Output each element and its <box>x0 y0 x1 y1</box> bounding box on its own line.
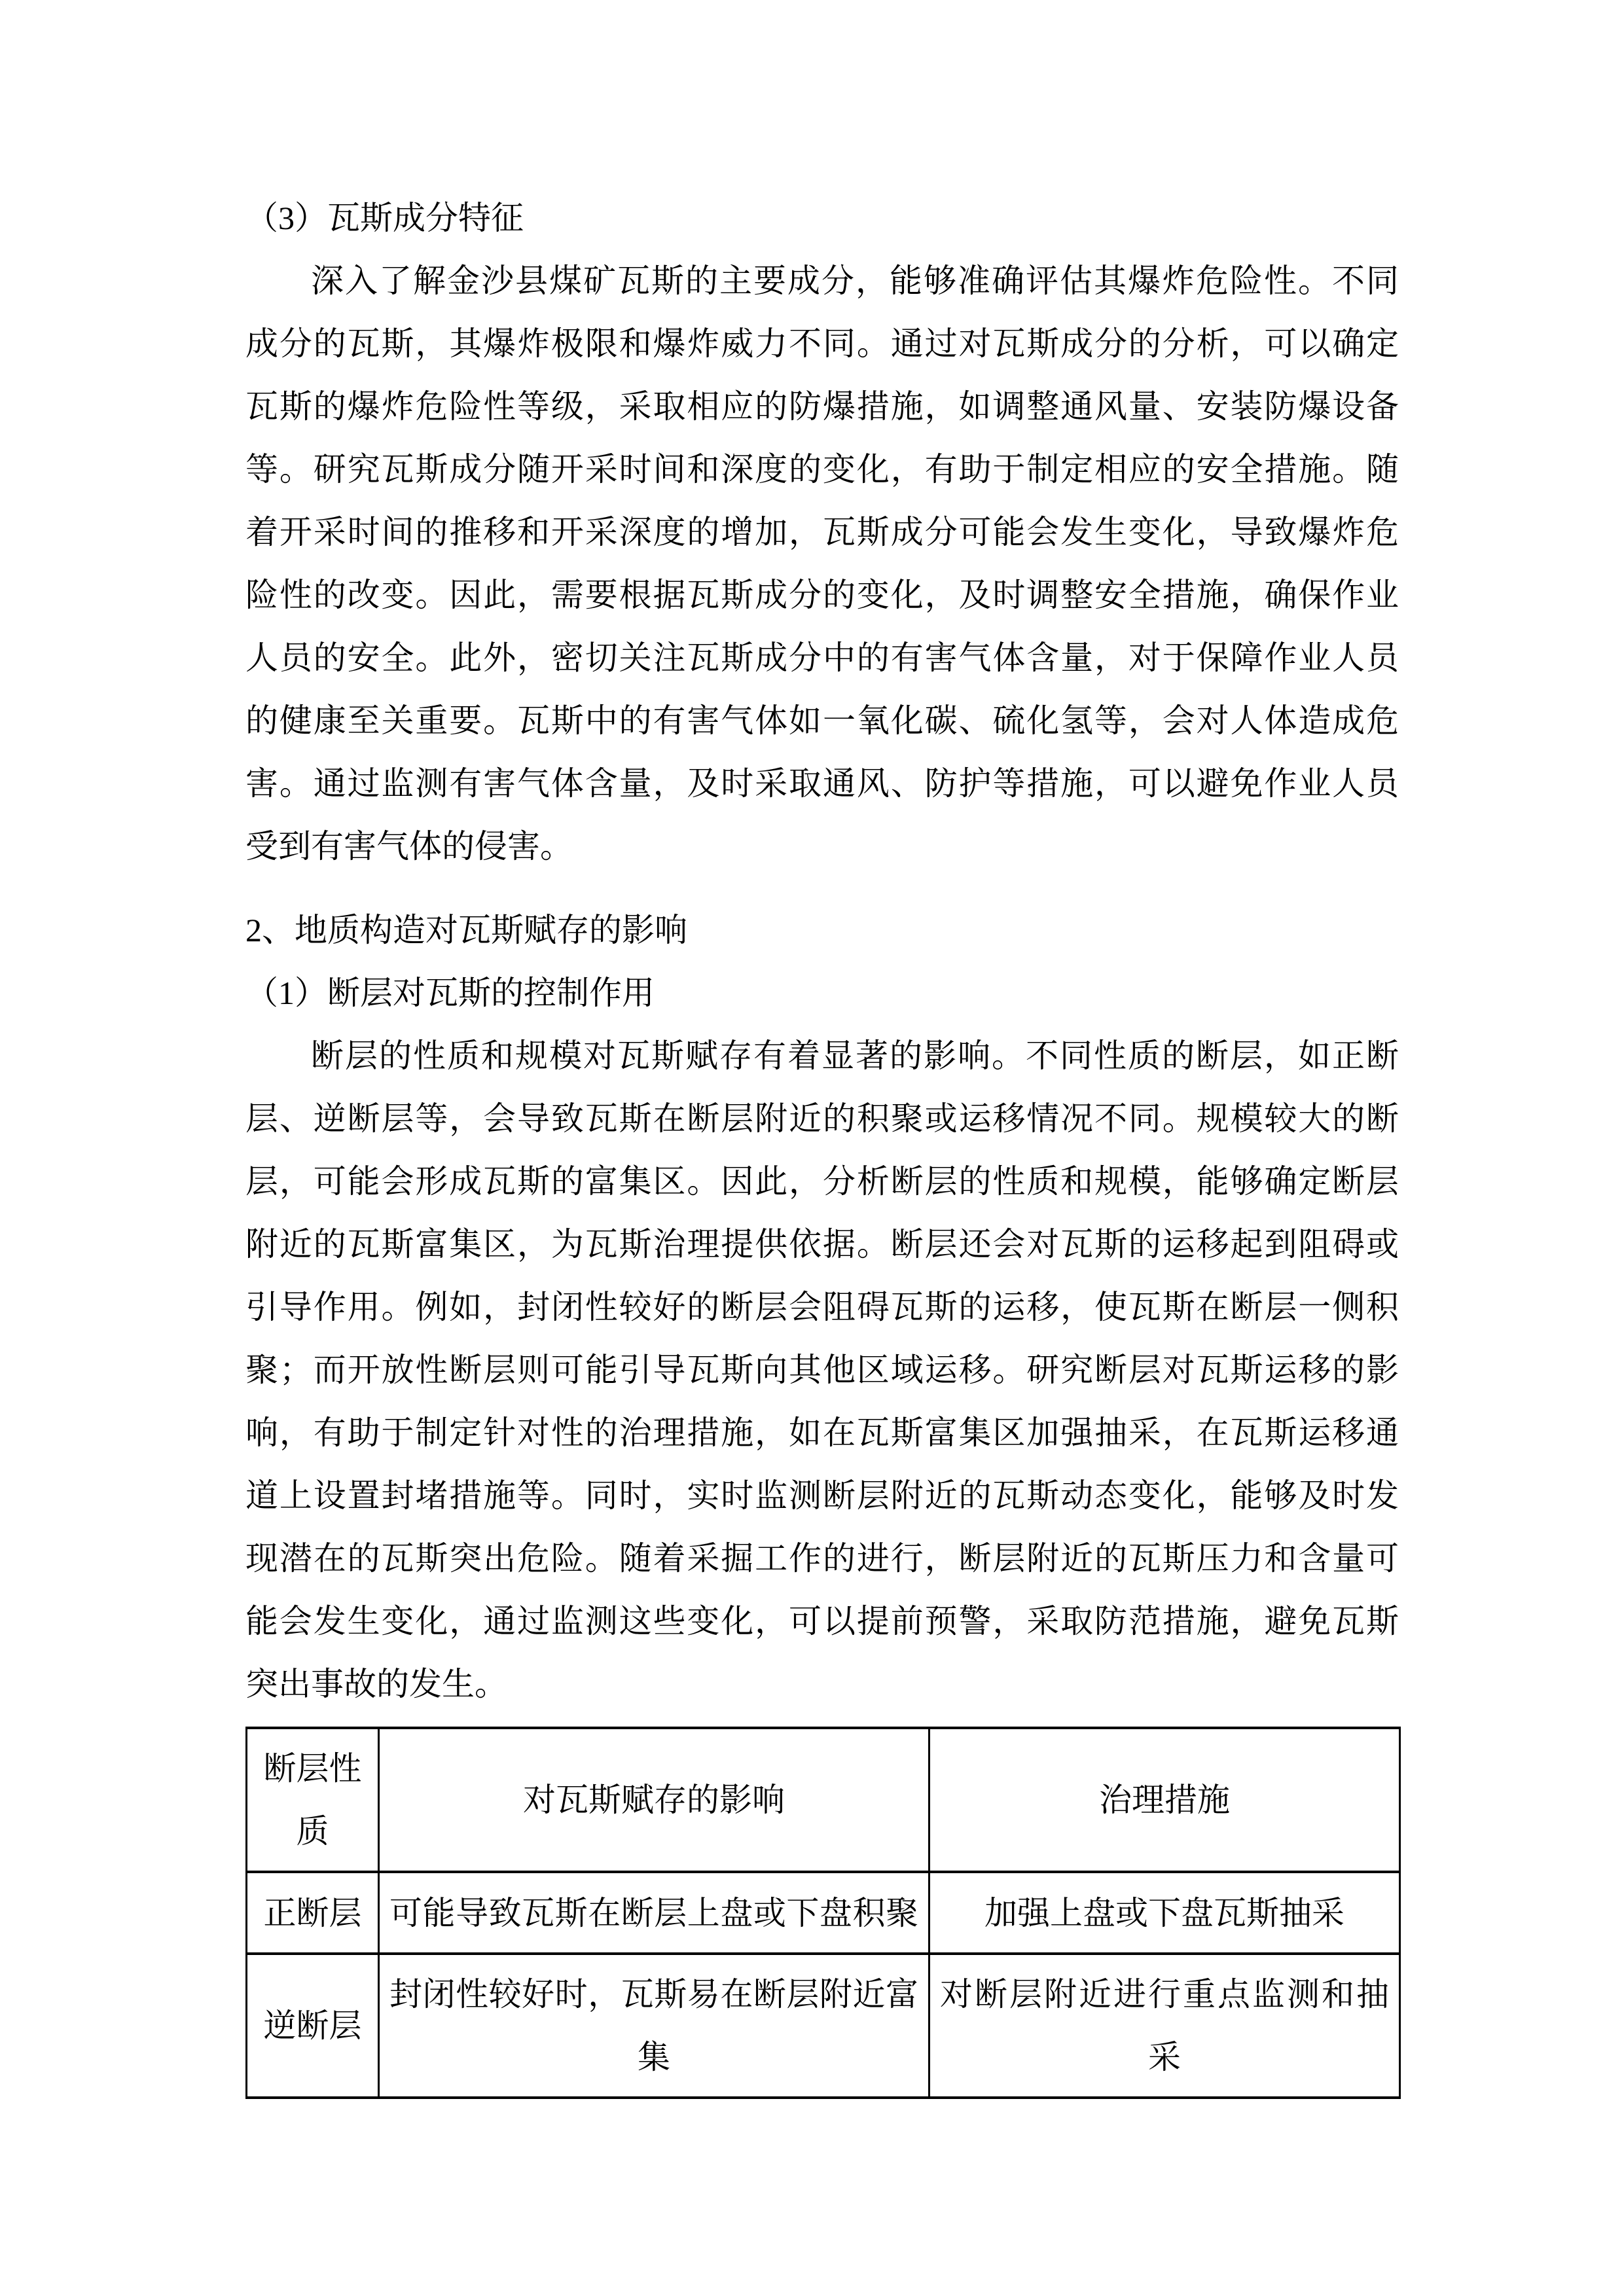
paragraph-fault-control <box>245 1024 1399 1715</box>
body-line: 引导作用。例如，封闭性较好的断层会阻碍瓦斯的运移，使瓦斯在断层一侧积 <box>245 1289 1399 1325</box>
body-line: 瓦斯的爆炸危险性等级，采取相应的防爆措施，如调整通风量、安装防爆设备 <box>245 388 1399 425</box>
body-line: 害。通过监测有害气体含量，及时采取通风、防护等措施，可以避免作业人员 <box>245 765 1399 802</box>
table-cell-fault-type <box>247 1872 379 1954</box>
section-heading-gas-composition: （3）瓦斯成分特征 <box>245 200 524 236</box>
body-line: 现潜在的瓦斯突出危险。随着采掘工作的进行，断层附近的瓦斯压力和含量可 <box>245 1540 1399 1577</box>
body-line: 险性的改变。因此，需要根据瓦斯成分的变化，及时调整安全措施，确保作业 <box>245 577 1399 613</box>
table-cell-measures <box>929 1872 1400 1954</box>
body-line: 着开采时间的推移和开采深度的增加，瓦斯成分可能会发生变化，导致爆炸危 <box>245 514 1399 550</box>
body-line: 人员的安全。此外，密切关注瓦斯成分中的有害气体含量，对于保障作业人员 <box>245 639 1399 676</box>
body-line: 受到有害气体的侵害。 <box>245 828 573 865</box>
table-cell-measures <box>929 1954 1400 2098</box>
body-line: 响，有助于制定针对性的治理措施，如在瓦斯富集区加强抽采，在瓦斯运移通 <box>245 1414 1399 1451</box>
table-cell-text: 对断层附近进行重点监测和抽 <box>940 1976 1389 2013</box>
table-cell-text: 质 <box>296 1813 329 1850</box>
body-line: 聚；而开放性断层则可能引导瓦斯向其他区域运移。研究断层对瓦斯运移的影 <box>245 1352 1399 1388</box>
table-cell-text: 集 <box>638 2039 670 2075</box>
table-cell-text: 可能导致瓦斯在断层上盘或下盘积聚 <box>389 1894 918 1931</box>
table-cell-text: 封闭性较好时，瓦斯易在断层附近富 <box>389 1976 918 2013</box>
section-heading-fault-control: （1）断层对瓦斯的控制作用 <box>245 975 655 1011</box>
table-row-normal-fault <box>247 1872 1400 1954</box>
fault-gas-table <box>245 1727 1401 2099</box>
body-line: 等。研究瓦斯成分随开采时间和深度的变化，有助于制定相应的安全措施。随 <box>245 451 1399 488</box>
table-cell-fault-type <box>247 1954 379 2098</box>
body-line: 断层的性质和规模对瓦斯赋存有着显著的影响。不同性质的断层，如正断 <box>311 1037 1399 1074</box>
section-heading-geologic-structure: 2、地质构造对瓦斯赋存的影响 <box>245 912 687 948</box>
body-line: 附近的瓦斯富集区，为瓦斯治理提供依据。断层还会对瓦斯的运移起到阻碍或 <box>245 1226 1399 1263</box>
body-line: 层、逆断层等，会导致瓦斯在断层附近的积聚或运移情况不同。规模较大的断 <box>245 1100 1399 1137</box>
body-line: 的健康至关重要。瓦斯中的有害气体如一氧化碳、硫化氢等，会对人体造成危 <box>245 702 1399 739</box>
table-row-reverse-fault <box>247 1954 1400 2098</box>
spacer <box>245 878 1399 899</box>
table-cell-text: 采 <box>1148 2039 1181 2075</box>
body-line: 成分的瓦斯，其爆炸极限和爆炸威力不同。通过对瓦斯成分的分析，可以确定 <box>245 325 1399 362</box>
table-cell-influence <box>379 1872 929 1954</box>
table-cell-text: 正断层 <box>263 1894 362 1931</box>
table-cell-text: 断层性 <box>263 1750 362 1787</box>
table-cell-text: 逆断层 <box>263 2007 362 2044</box>
document-body <box>245 187 1399 2099</box>
table-cell-influence <box>379 1954 929 2098</box>
table-header-cell-influence <box>379 1728 929 1872</box>
table-cell-text: 治理措施 <box>1099 1782 1230 1818</box>
body-line: 道上设置封堵措施等。同时，实时监测断层附近的瓦斯动态变化，能够及时发 <box>245 1477 1399 1514</box>
body-line: 能会发生变化，通过监测这些变化，可以提前预警，采取防范措施，避免瓦斯 <box>245 1603 1399 1640</box>
table-header-cell-measures <box>929 1728 1400 1872</box>
body-line: 突出事故的发生。 <box>245 1666 507 1702</box>
table-cell-text: 加强上盘或下盘瓦斯抽采 <box>984 1894 1344 1931</box>
body-line: 深入了解金沙县煤矿瓦斯的主要成分，能够准确评估其爆炸危险性。不同 <box>311 262 1399 299</box>
table-cell-text: 对瓦斯赋存的影响 <box>523 1782 785 1818</box>
table-header-cell-fault-type <box>247 1728 379 1872</box>
paragraph-gas-composition <box>245 249 1399 878</box>
body-line: 层，可能会形成瓦斯的富集区。因此，分析断层的性质和规模，能够确定断层 <box>245 1163 1399 1200</box>
table-header-row <box>247 1728 1400 1872</box>
